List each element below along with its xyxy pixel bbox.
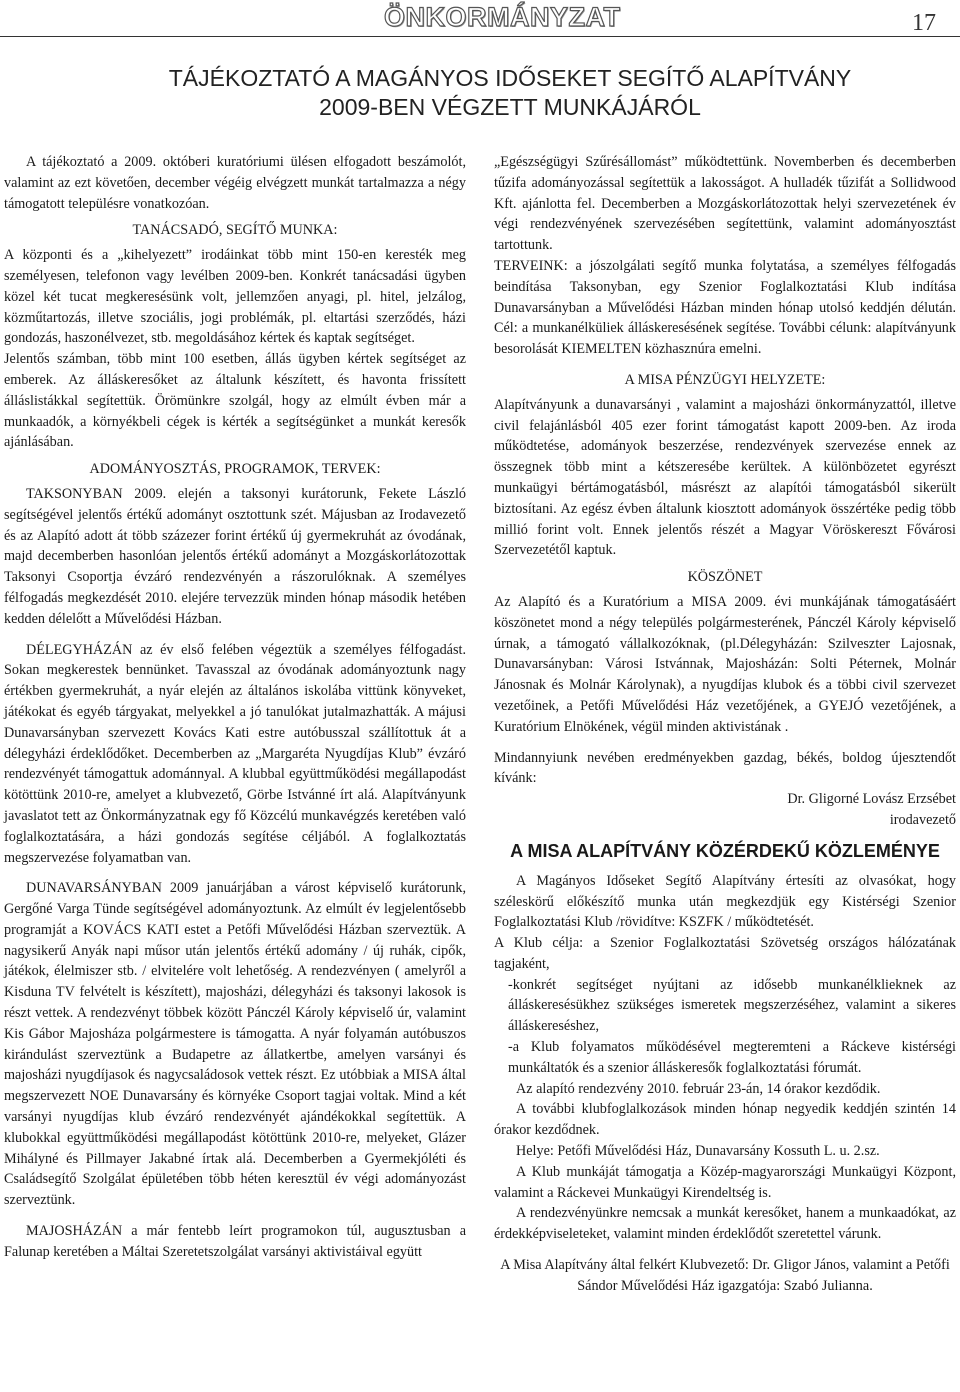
heading-tanacsado: TANÁCSADÓ, SEGÍTŐ MUNKA: [132, 222, 338, 239]
paragraph-continuation: „Egészségügyi Szűrésállomást” működtettünk. Novemberben és decemberben tűzifa adományozással segítettük a lakosságot. A hulladék tűzifát a Sollidwood Kft. ajánlotta fel. Decemberben a Mozgáskorlátozottak helyi szervezetének év végi rendezvényének szervezésében segítettünk, valamint adományosztást tartottunk. [494, 154, 956, 254]
title-line-2: 2009-BEN VÉGZETT MUNKÁJÁRÓL [319, 94, 701, 120]
signature-name: Dr. Gligorné Lovász Erzsébet [787, 791, 956, 808]
signature-role: irodavezető [889, 811, 956, 828]
page-number: 17 [912, 10, 936, 36]
section-header: ÖNKORMÁNYZAT [384, 2, 621, 32]
title-line-1: TÁJÉKOZTATÓ A MAGÁNYOS IDŐSEKET SEGÍTŐ ALAPÍTVÁNY [168, 65, 852, 91]
paragraph-kozlemeny-8: A Klub munkáját támogatja a Közép-magyarországi Munkaügyi Központ, valamint a Ráckevei Munkaügyi Kirendeltség is. [494, 1163, 956, 1201]
heading-adomany: ADOMÁNYOSZTÁS, PROGRAMOK, TERVEK: [89, 461, 381, 478]
paragraph-koszonet: Az Alapító és a Kuratórium a MISA 2009. évi munkájának támogatásáért köszönetet mond a négy település polgármesterének, Pánczél Károly képviselő úrnak, a támogató vállalkozóknak, (pl.Délegyházán: Szilveszter Lajosnak, Dunavarsányban: Városi Istvánnak, Majosházán: Solti Péternek, Molnár Jánosnak és Molnár Károlynak), a nyugdíjas klubok és a többi civil szervezet vezetőinek, a Petőfi Művelődési Ház vezetőjének, a GYEJÓ vezetőjének, a Kuratórium Elnökének, végül minden aktivistának . [494, 593, 956, 735]
paragraph-tanacsado-2: Jelentős számban, több mint 100 esetben, állás ügyben kértek segítséget az emberek. Az álláskeresőket az általunk készített, és havonta frissített álláslistákkal segítettük. Örömünkre szolgál, hogy az elmúlt évben már a munkaadók, a környékbeli cégek is kérték a segítségünket a munkát keresők ajánlásában. [4, 351, 466, 451]
paragraph-kozlemeny-1: A Magányos Időseket Segítő Alapítvány értesíti az olvasókat, hogy széleskörű előkészítő munka után megkezdjük egy Kistérségi Szenior Foglalkoztatási Klub /rövidítve: KSZFK / működtetését. [494, 872, 956, 931]
paragraph-kozlemeny-5: Az alapító rendezvény 2010. február 23-án, 14 órakor kezdődik. [516, 1080, 881, 1097]
list-item-2: -a Klub folyamatos működésével megteremteni a Ráckeve kistérségi munkáltatók és a szenior álláskeresők foglalkoztatási fórumát. [508, 1039, 956, 1076]
list-item-1: -konkrét segítséget nyújtani az idősebb munkanélklieknek az álláskeresésükhez szükséges ismeretek megszerzéséhez, valamint a sikeres álláskereséshez, [508, 976, 956, 1035]
paragraph-wish: Mindannyiunk nevében eredményekben gazdag, békés, boldog újesztendőt kívánk: [494, 749, 956, 787]
paragraph-majoshaza: MAJOSHÁZÁN a már fentebb leírt programokon túl, augusztusban a Falunap keretében a Máltai Szeretetszolgálat varsányi aktivistáival együtt [4, 1223, 466, 1260]
paragraph-kozlemeny-7: Helye: Petőfi Művelődési Ház, Dunavarsány Kossuth L. u. 2.sz. [516, 1143, 880, 1160]
header-divider [0, 36, 960, 37]
paragraph-taksony: TAKSONYBAN 2009. elején a taksonyi kurátorunk, Fekete László segítségével jelentős értékű adományt osztottunk szét. Májusban az Irodavezető és az Alapító adott át több százezer forint értékű új gyermekruhát az óvodának, majd decemberben hasonlóan jelentős értékű adományt a Mozgáskorlátozottak Taksonyi Csoportja évzáró rendezvényén a rászorulóknak. A személyes félfogadás megkezdését 2010. elejére tervezzük minden hónap második hetében kedden délelőtt a Művelődési Házban. [4, 485, 466, 627]
paragraph-penzugy: Alapítványunk a dunavarsányi , valamint a majosházi önkormányzattól, illetve civil felajánlásból 405 ezer forint támogatást kapott 2009-ben. Az iroda működtetése, adományok beszerzése, rendezvények szervezése ennek az összegnek több mint a kétszeresébe kerültek. A különbözetet egyrészt munkaügyi bértámogatásból, másrészt az alapítói támogatásból sikerült biztosítani. Az egész évben általunk kiosztott adományok összértéke pedig több millió forint volt. Ennek jelentős részét a Magyar Vöröskereszt Fővárosi Szervezetétől kaptuk. [494, 396, 956, 559]
paragraph-kozlemeny-9: A rendezvényünkre nemcsak a munkát keresőket, hanem a munkaadókat, az érdekképviseleteket, valamint minden érdeklődőt szeretettel várunk. [494, 1205, 956, 1243]
paragraph-kozlemeny-2: A Klub célja: a Szenior Foglalkoztatási Szövetség országos hálózatának tagjaként, [494, 935, 956, 972]
heading-penzugy: A MISA PÉNZÜGYI HELYZETE: [624, 371, 826, 388]
right-column [494, 152, 956, 1297]
paragraph-tanacsado-1: A központi és a „kihelyezett” irodáinkat több mint 150-en keresték meg személyesen, telefonon vagy levélben 2009-ben. Konkrét tanácsadási ügyben közel két tucat megkeresésünk volt, jellemzően anyagi, pl. hitel, jelzálog, közműtartozás, illetve szociális, jogi problémák, pl. eltartási szerződés, házi gondozás, haszonélvezet, stb. megoldásához kértek és kaptak segítséget. [4, 247, 466, 347]
paragraph-terveink: TERVEINK: a jószolgálati segítő munka folytatása, a személyes félfogadás beindítása Taksonyban, egy Szenior Foglalkoztatási Klub indítása Dunavarsányban a Művelődési Házban minden hónap utolsó keddjén délután. Cél: a munkanélküliek álláskeresésének segítése. További célunk: alapítványunk besorolását KIEMELTEN közhasznúra emelni. [494, 257, 956, 358]
paragraph-kozlemeny-6: A további klubfoglalkozások minden hónap negyedik keddjén szintén 14 órakor kezdődnek. [494, 1101, 956, 1139]
paragraph-kozlemeny-10: A Misa Alapítvány által felkért Klubvezető: Dr. Gligor János, valamint a Petőfi Sándor Művelődési Ház igazgatója: Szabó Julianna. [500, 1257, 950, 1294]
intro-paragraph: A tájékoztató a 2009. októberi kuratóriumi ülésen elfogadott beszámolót, valamint az ezt követően, december végéig elvégzett munkát tartalmazza a négy támogatott településre vonatkozóan. [4, 154, 466, 212]
heading-koszonet: KÖSZÖNET [687, 569, 763, 586]
paragraph-dunavarsany: DUNAVARSÁNYBAN 2009 januárjában a várost képviselő kurátorunk, Gergőné Varga Tünde segítségével adományoztunk. Az elmúlt év legjelentősebb programját a KOVÁCS KATI estet a Petőfi Művelődési Házban szerveztük. A nagysikerű Anyák napi műsor után jelentős értékű adomány / új ruhák, cipők, játékok, élelmiszer stb. / elvitelére volt lehetőség. A rendezvényen ( amelyről a Kisduna TV felvételt is készített), majosházi, délegyházi és taksonyi lakosok is részt vettek. A rendezvényt többek között Pánczél Károly képviselő úr, valamint Kis Gábor Majosháza polgármestere is támogatta. A nyár folyamán autóbuszos kirándulást szerveztünk a Budapetre az állatkertbe, amelyen varsányi és majosházi nyugdíjasok és nagycsaládosok vettek részt. Ez utóbbiak a MISA által megszervezett NOE Dunavarsány és környéke Csoport tagjai voltak. Mind a két varsányi nyugdíjas klub évzáró rendezvényét ajándékokkal segítettük. A klubokkal együttműködési megállapodást kötöttünk 2010-re, melyeket, Glázer Mihályné és Pillmayer Jakabné írtak alá. Decemberben a Gyermekjóléti és Családsegítő Szolgálat épületében több héten keresztül év végi adományozást szerveztünk. [4, 880, 466, 1209]
article-title [0, 64, 960, 122]
heading-kozlemeny: A MISA ALAPÍTVÁNY KÖZÉRDEKŰ KÖZLEMÉNYE [510, 840, 940, 861]
left-column [4, 152, 466, 1263]
paragraph-delegyhaza: DÉLEGYHÁZÁN az év első felében végeztük a személyes félfogadást. Sokan megkerestek bennünket. Tavasszal az óvodának adományoztunk nagy értékben gyermekruhát, a nyár elején az általános iskolába vittünk könyveket, játékokat és egyéb tárgyakat, melyekkel a jó tanulókat jutalmazhatták. A májusi Dunavarsányban szervezett Kovács Kati estre autóbusszal szállítottuk át a délegyházi érdeklődőket. Decemberben az „Margaréta Nyugdíjas Klub” évzáró rendezvényét támogattuk adománnyal. A klubbal együttműködési megállapodást kötöttünk 2010-re, amelyet a klubvezető, Görbe Istvánné írt alá. Alapítványunk javaslatot tett az Önkormányzatnak egy fő Közcélú munkavégzés keretében való foglalkoztatására, a házi gondozás segítése céljából. A foglalkoztatás megszervezése folyamatban van. [4, 641, 466, 866]
